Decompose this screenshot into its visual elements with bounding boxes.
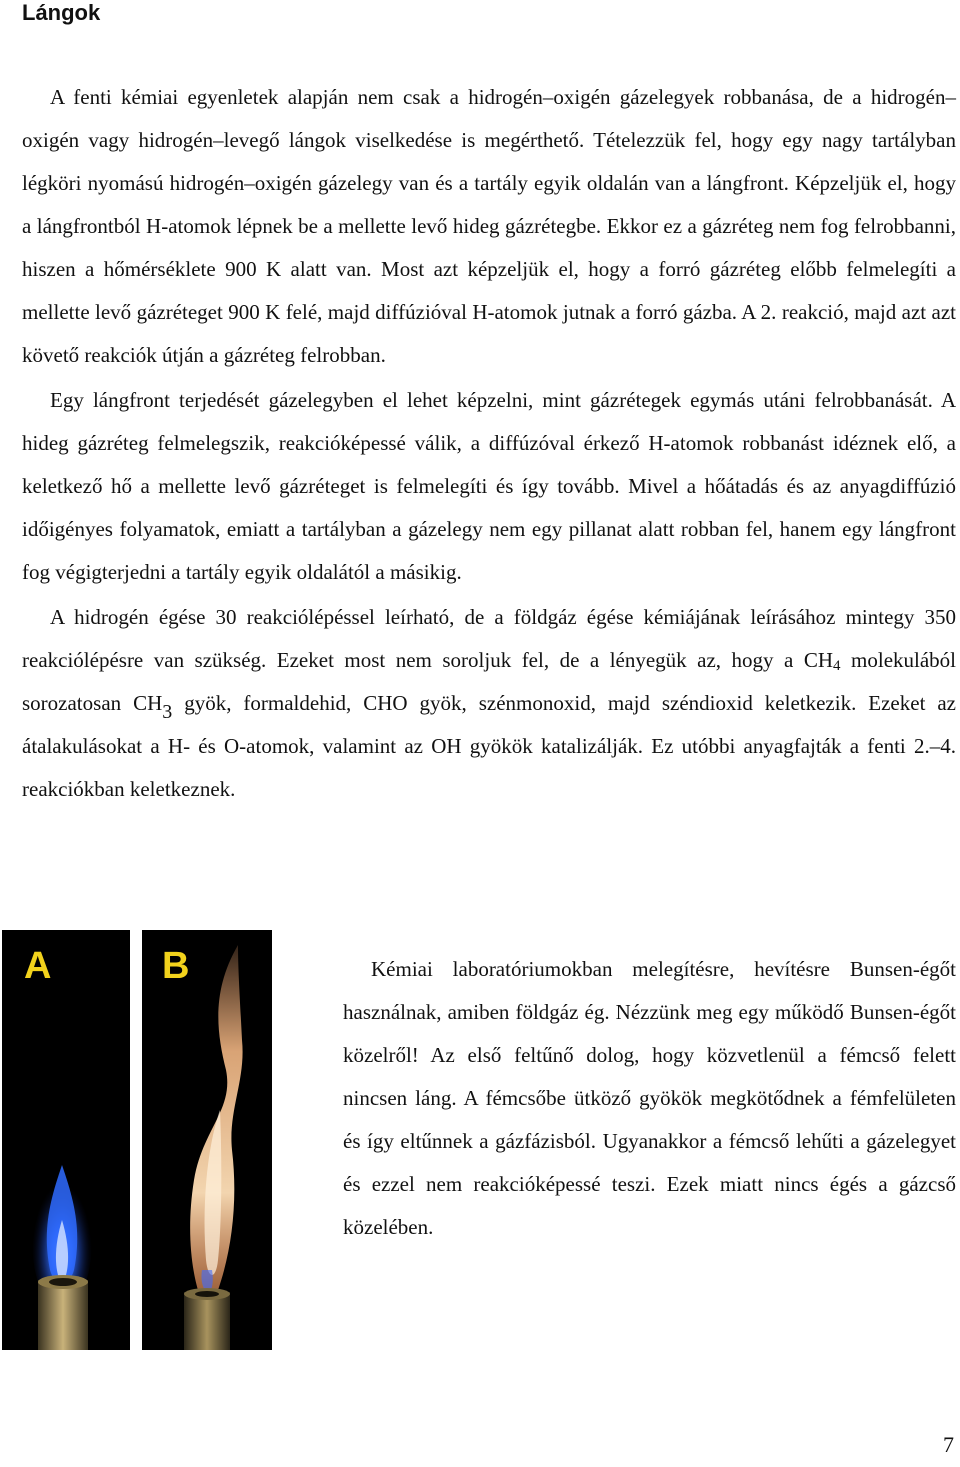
side-text xyxy=(343,948,956,1249)
paragraph-3-part-3: gyök, formaldehid, CHO gyök, szénmonoxid, majd széndioxid keletkezik. Ezeket az átalakulásokat a H- és O-atomok, valamint az OH gyökök katalizálják. Ez utóbbi anyagfajták a fenti 2.–4. reakciókban keletkeznek. xyxy=(22,691,956,801)
subscript-3: 3 xyxy=(162,701,173,723)
yellow-flame-image xyxy=(142,930,272,1350)
photo-blue-flame xyxy=(2,930,130,1350)
photo-a-label: A xyxy=(24,945,52,987)
side-paragraph: Kémiai laboratóriumokban melegítésre, hevítésre Bunsen-égőt használnak, amiben földgáz ég. Nézzünk meg egy működő Bunsen-égőt közelről! Az első feltűnő dolog, hogy közvetlenül a fémcső felett nincsen láng. A fémcsőbe ütköző gyökök megkötődnek a fémfelületen és így eltűnnek a gázfázisból. Ugyanakkor a fémcső lehűti a gázelegyet és ezzel nem reakcióképessé teszi. Ezek miatt nincs égés a gázcső közelében. xyxy=(343,957,956,1239)
burner-tube-b xyxy=(184,1292,230,1350)
section-heading: Lángok xyxy=(22,0,101,25)
burner-tube-a xyxy=(38,1280,88,1350)
photo-b-label: B xyxy=(162,945,190,987)
subscript-4: 4 xyxy=(833,658,841,674)
page-number: 7 xyxy=(943,1432,954,1457)
paragraph-3-part-2: molekulából sorozatosan CH xyxy=(22,648,957,715)
paragraph-3-part-1: A hidrogén égése 30 reakciólépéssel leírható, de a földgáz égése kémiájának leírásához mintegy 350 reakciólépésre van szükség. Ezeket most nem soroljuk fel, de a lényegük az, hogy a CH xyxy=(22,605,956,672)
photo-yellow-flame xyxy=(142,930,272,1350)
blue-flame-image xyxy=(2,930,130,1350)
paragraph-2: Egy lángfront terjedését gázelegyben el lehet képzelni, mint gázrétegek egymás utáni felrobbanását. A hideg gázréteg felmelegszik, reakcióképessé válik, a diffúzóval érkező H-atomok robbanást idéznek elő, a keletkező hő a mellette levő gázréteget is felmelegíti és így tovább. Mivel a hőátadás és az anyagdiffúzió időigényes folyamatok, emiatt a tartályban a gázelegy nem egy pillanat alatt robban fel, hanem egy lángfront fog végigterjedni a tartály egyik oldalától a másikig. xyxy=(22,388,956,584)
paragraph-1: A fenti kémiai egyenletek alapján nem csak a hidrogén–oxigén gázelegyek robbanása, de a hidrogén–oxigén vagy hidrogén–levegő lángok viselkedése is megérthető. Tételezzük fel, hogy egy nagy tartályban légköri nyomású hidrogén–oxigén gázelegy van és a tartály egyik oldalán van a lángfront. Képzeljük el, hogy a lángfrontból H-atomok lépnek be a mellette levő hideg gázrétegbe. Ekkor ez a gázréteg nem fog felrobbanni, hiszen a hőmérséklete 900 K alatt van. Most azt képzeljük el, hogy a forró gázréteg előbb felmelegíti a mellette levő gázréteget 900 K felé, majd diffúzióval H-atomok jutnak a forró gázba. A 2. reakció, majd azt azt követő reakciók útján a gázréteg felrobban. xyxy=(22,85,956,367)
body-text xyxy=(22,76,956,811)
paragraph-3 xyxy=(22,596,956,811)
